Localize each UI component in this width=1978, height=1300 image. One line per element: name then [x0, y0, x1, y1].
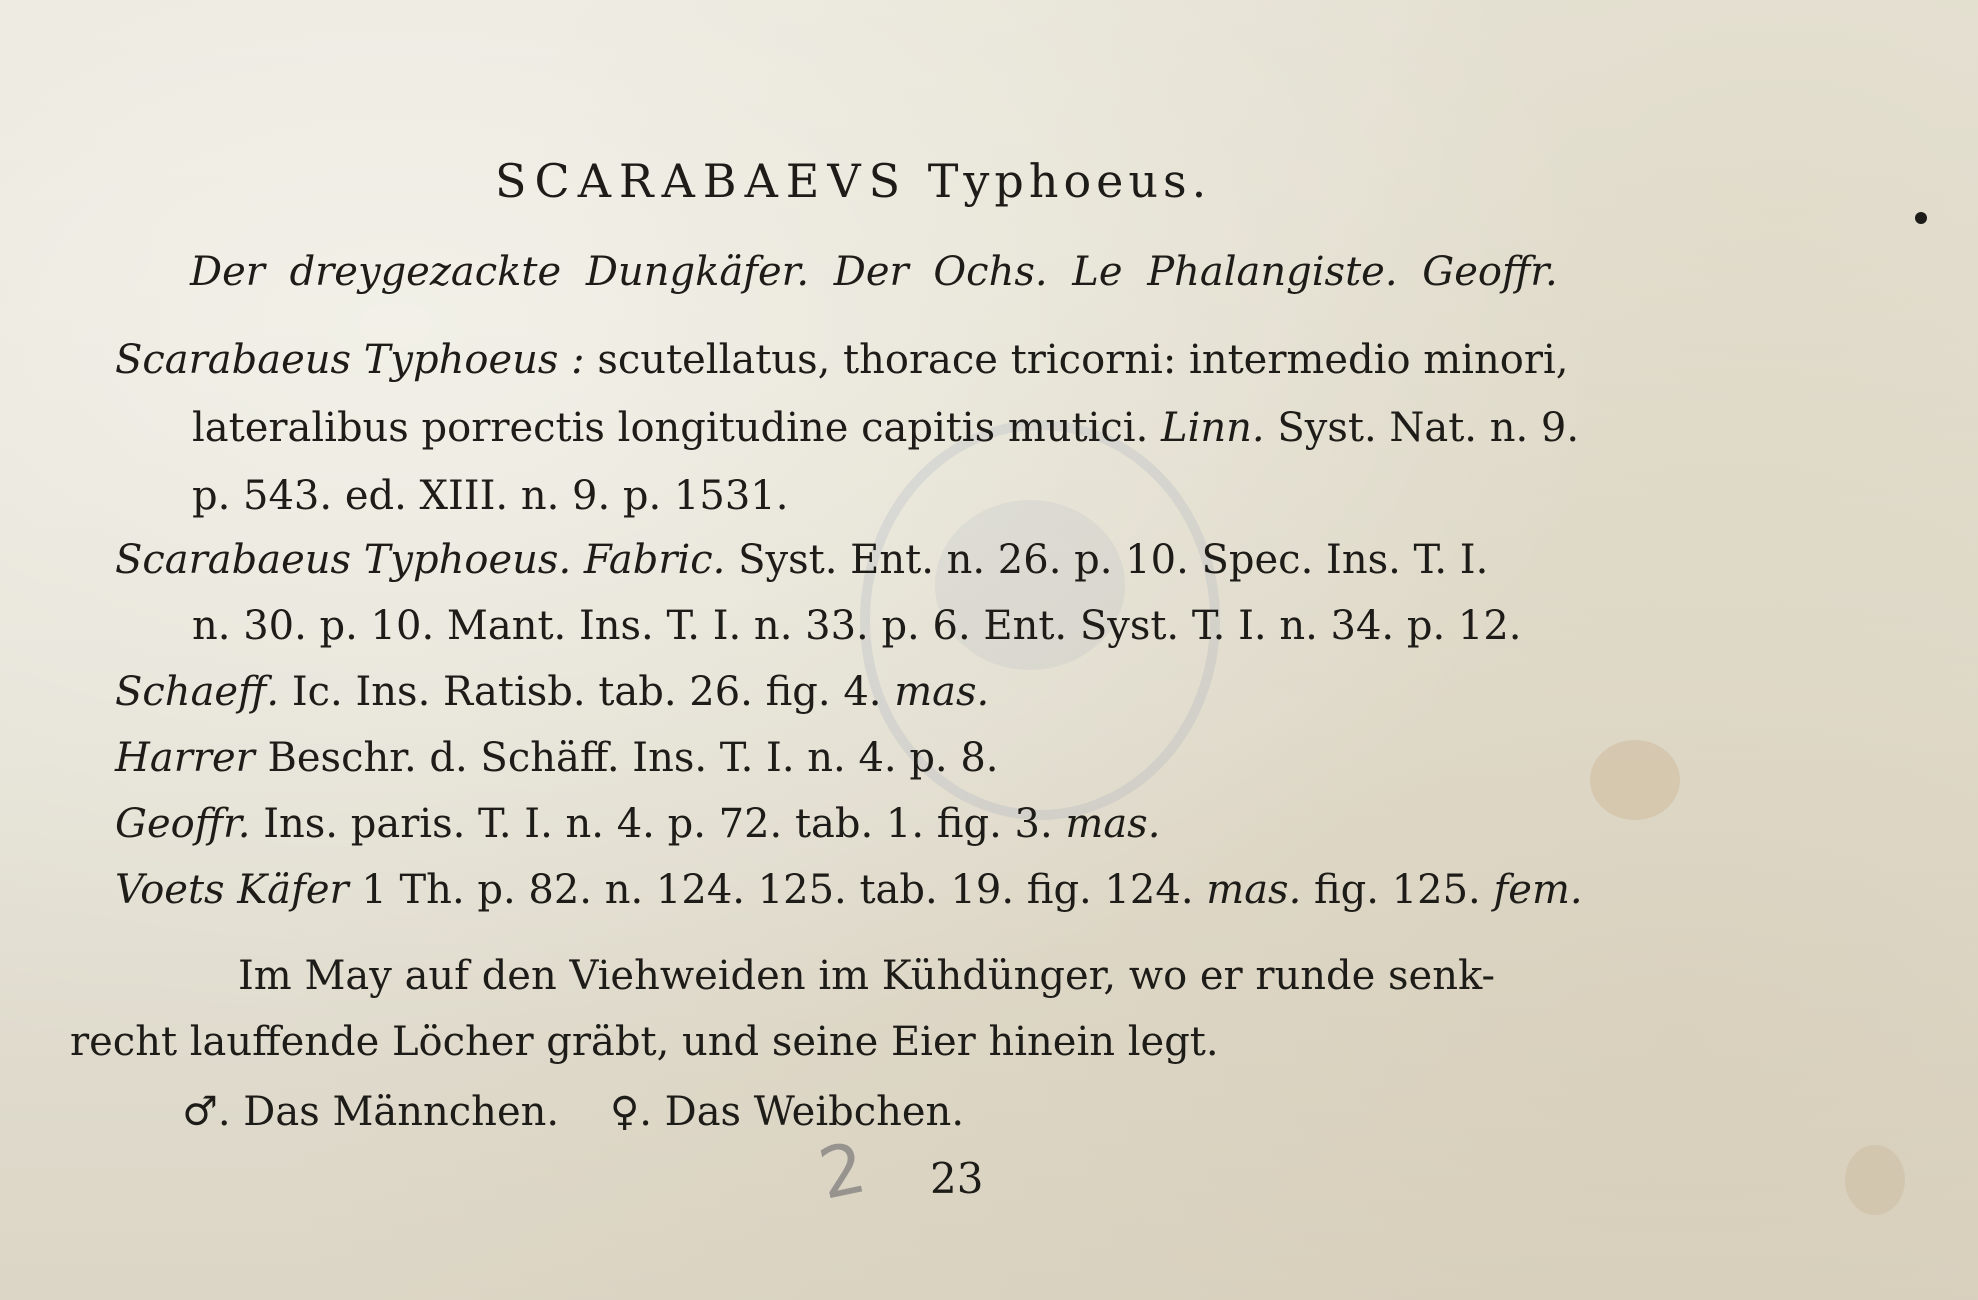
ink-speck — [1915, 212, 1927, 224]
reference-text: Ic. Ins. Ratisb. tab. 26. fig. 4. — [279, 669, 882, 715]
reference-author: Fabric. — [571, 537, 726, 583]
reference-line — [115, 867, 1583, 913]
reference-text: Ins. paris. T. I. n. 4. p. 72. tab. 1. fig. 3. — [250, 801, 1053, 847]
male-symbol: ♂ — [182, 1089, 218, 1135]
reference-line — [115, 735, 999, 781]
reference-sex: mas. — [1052, 801, 1161, 847]
reference-author: Scarabaeus Typhoeus. — [115, 537, 572, 583]
reference-line — [115, 337, 1569, 383]
male-label: . Das Männchen. — [217, 1089, 560, 1135]
reference-author: Harrer — [115, 735, 255, 781]
reference-line — [115, 669, 990, 715]
foxing-stain — [1845, 1145, 1905, 1215]
reference-line — [115, 801, 1161, 847]
description-line: recht lauffende Löcher gräbt, und seine Eier hinein legt. — [70, 1019, 1219, 1065]
reference-text: 1 Th. p. 82. n. 124. 125. tab. 19. fig. 124. — [348, 867, 1194, 913]
reference-text: Syst. Nat. n. 9. — [1264, 405, 1580, 451]
reference-author: Voets Käfer — [115, 867, 349, 913]
reference-text: Syst. Ent. n. 26. p. 10. Spec. Ins. T. I. — [725, 537, 1489, 583]
female-symbol: ♀ — [609, 1089, 640, 1135]
reference-line — [192, 473, 789, 519]
reference-author: Geoffr. — [115, 801, 251, 847]
reference-line — [192, 405, 1580, 451]
reference-text: n. 30. p. 10. Mant. Ins. T. I. n. 33. p. 6. Ent. Syst. T. I. n. 34. p. 12. — [192, 603, 1522, 649]
title-genus: SCARABAEVS — [495, 154, 909, 208]
reference-text: fig. 125. — [1301, 867, 1481, 913]
reference-sex: mas. — [1193, 867, 1302, 913]
reference-text: scutellatus, thorace tricorni: intermedio minori, — [584, 337, 1569, 383]
reference-line — [115, 537, 1489, 583]
reference-sex: mas. — [881, 669, 990, 715]
reference-author: Schaeff. — [115, 669, 280, 715]
reference-author: Scarabaeus Typhoeus : — [115, 337, 585, 383]
foxing-stain — [1590, 740, 1680, 820]
pencil-annotation: 2 — [811, 1126, 873, 1216]
common-names: Der dreygezackte Dungkäfer. Der Ochs. Le Phalangiste. Geoffr. — [190, 249, 1558, 295]
reference-sex: fem. — [1480, 867, 1583, 913]
page-number: 23 — [930, 1154, 984, 1203]
species-title — [495, 154, 1212, 208]
reference-author: Linn. — [1148, 405, 1265, 451]
sex-legend — [182, 1089, 965, 1135]
reference-text: p. 543. ed. XIII. n. 9. p. 1531. — [192, 473, 789, 519]
title-species: Typhoeus. — [927, 154, 1212, 208]
reference-text: lateralibus porrectis longitudine capitis mutici. — [192, 405, 1149, 451]
reference-text: Beschr. d. Schäff. Ins. T. I. n. 4. p. 8. — [254, 735, 999, 781]
reference-line — [192, 603, 1522, 649]
description-line: Im May auf den Viehweiden im Kühdünger, wo er runde senk- — [238, 953, 1496, 999]
female-label: . Das Weibchen. — [639, 1089, 965, 1135]
